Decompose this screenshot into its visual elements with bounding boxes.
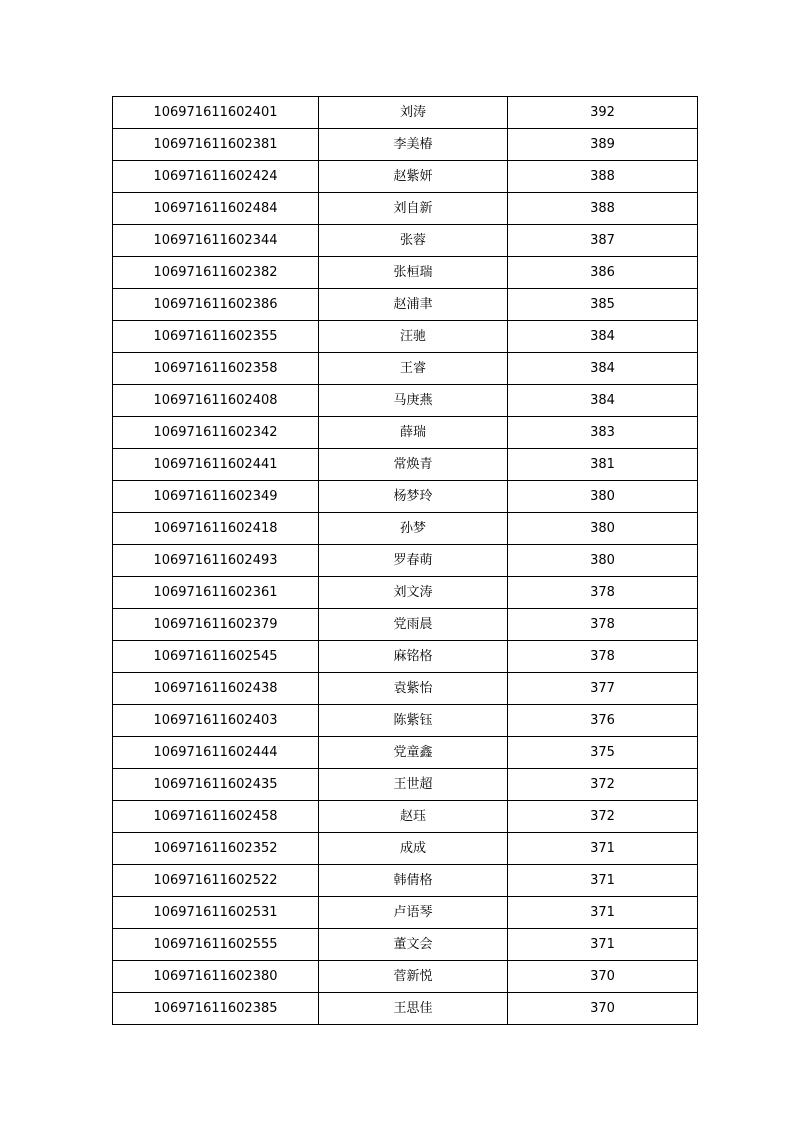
table-row — [113, 129, 698, 161]
candidate-id-cell: 106971611602385 — [113, 993, 319, 1025]
candidate-name-cell: 党雨晨 — [319, 609, 508, 641]
candidate-name-cell: 袁紫怡 — [319, 673, 508, 705]
candidate-name-cell: 刘自新 — [319, 193, 508, 225]
candidate-name-cell: 李美椿 — [319, 129, 508, 161]
candidate-score-cell: 387 — [508, 225, 698, 257]
candidate-id-cell: 106971611602438 — [113, 673, 319, 705]
table-row — [113, 609, 698, 641]
candidate-score-cell: 372 — [508, 801, 698, 833]
candidate-score-cell: 392 — [508, 97, 698, 129]
candidate-id-cell: 106971611602403 — [113, 705, 319, 737]
candidate-score-cell: 386 — [508, 257, 698, 289]
candidate-name-cell: 王世超 — [319, 769, 508, 801]
candidate-id-cell: 106971611602386 — [113, 289, 319, 321]
candidate-id-cell: 106971611602424 — [113, 161, 319, 193]
candidate-score-cell: 380 — [508, 513, 698, 545]
score-table — [112, 96, 698, 1025]
candidate-name-cell: 王思佳 — [319, 993, 508, 1025]
candidate-score-cell: 384 — [508, 385, 698, 417]
candidate-id-cell: 106971611602381 — [113, 129, 319, 161]
table-row — [113, 865, 698, 897]
table-row — [113, 449, 698, 481]
table-row — [113, 673, 698, 705]
candidate-score-cell: 378 — [508, 577, 698, 609]
candidate-id-cell: 106971611602441 — [113, 449, 319, 481]
candidate-id-cell: 106971611602379 — [113, 609, 319, 641]
table-row — [113, 929, 698, 961]
candidate-id-cell: 106971611602435 — [113, 769, 319, 801]
candidate-name-cell: 杨梦玲 — [319, 481, 508, 513]
candidate-id-cell: 106971611602352 — [113, 833, 319, 865]
table-row — [113, 897, 698, 929]
document-page — [112, 96, 698, 1025]
candidate-id-cell: 106971611602355 — [113, 321, 319, 353]
candidate-score-cell: 388 — [508, 193, 698, 225]
table-row — [113, 161, 698, 193]
candidate-id-cell: 106971611602401 — [113, 97, 319, 129]
candidate-name-cell: 刘涛 — [319, 97, 508, 129]
table-row — [113, 97, 698, 129]
candidate-id-cell: 106971611602545 — [113, 641, 319, 673]
table-row — [113, 513, 698, 545]
candidate-score-cell: 380 — [508, 545, 698, 577]
candidate-name-cell: 王睿 — [319, 353, 508, 385]
candidate-score-cell: 370 — [508, 961, 698, 993]
candidate-name-cell: 孙梦 — [319, 513, 508, 545]
table-row — [113, 257, 698, 289]
candidate-score-cell: 389 — [508, 129, 698, 161]
candidate-name-cell: 马庚燕 — [319, 385, 508, 417]
candidate-score-cell: 371 — [508, 833, 698, 865]
table-row — [113, 321, 698, 353]
candidate-name-cell: 赵珏 — [319, 801, 508, 833]
candidate-id-cell: 106971611602380 — [113, 961, 319, 993]
candidate-id-cell: 106971611602361 — [113, 577, 319, 609]
candidate-name-cell: 董文会 — [319, 929, 508, 961]
candidate-name-cell: 常焕青 — [319, 449, 508, 481]
candidate-name-cell: 卢语琴 — [319, 897, 508, 929]
candidate-id-cell: 106971611602382 — [113, 257, 319, 289]
candidate-id-cell: 106971611602484 — [113, 193, 319, 225]
candidate-name-cell: 张桓瑞 — [319, 257, 508, 289]
candidate-score-cell: 371 — [508, 897, 698, 929]
table-row — [113, 705, 698, 737]
candidate-name-cell: 成成 — [319, 833, 508, 865]
candidate-score-cell: 384 — [508, 353, 698, 385]
candidate-score-cell: 372 — [508, 769, 698, 801]
candidate-id-cell: 106971611602418 — [113, 513, 319, 545]
candidate-id-cell: 106971611602522 — [113, 865, 319, 897]
table-row — [113, 769, 698, 801]
candidate-name-cell: 张蓉 — [319, 225, 508, 257]
candidate-score-cell: 376 — [508, 705, 698, 737]
candidate-id-cell: 106971611602493 — [113, 545, 319, 577]
candidate-score-cell: 378 — [508, 609, 698, 641]
candidate-id-cell: 106971611602342 — [113, 417, 319, 449]
table-row — [113, 961, 698, 993]
table-row — [113, 225, 698, 257]
candidate-id-cell: 106971611602349 — [113, 481, 319, 513]
table-row — [113, 545, 698, 577]
candidate-id-cell: 106971611602555 — [113, 929, 319, 961]
candidate-id-cell: 106971611602344 — [113, 225, 319, 257]
candidate-id-cell: 106971611602408 — [113, 385, 319, 417]
table-row — [113, 833, 698, 865]
table-row — [113, 193, 698, 225]
candidate-name-cell: 陈紫钰 — [319, 705, 508, 737]
candidate-name-cell: 赵紫妍 — [319, 161, 508, 193]
candidate-id-cell: 106971611602531 — [113, 897, 319, 929]
candidate-score-cell: 383 — [508, 417, 698, 449]
candidate-id-cell: 106971611602358 — [113, 353, 319, 385]
score-table-body — [113, 97, 698, 1025]
table-row — [113, 417, 698, 449]
candidate-id-cell: 106971611602458 — [113, 801, 319, 833]
table-row — [113, 737, 698, 769]
candidate-score-cell: 388 — [508, 161, 698, 193]
candidate-name-cell: 菅新悦 — [319, 961, 508, 993]
candidate-id-cell: 106971611602444 — [113, 737, 319, 769]
candidate-score-cell: 371 — [508, 865, 698, 897]
candidate-name-cell: 刘文涛 — [319, 577, 508, 609]
candidate-name-cell: 罗春萌 — [319, 545, 508, 577]
candidate-score-cell: 375 — [508, 737, 698, 769]
table-row — [113, 385, 698, 417]
candidate-name-cell: 麻铭格 — [319, 641, 508, 673]
table-row — [113, 641, 698, 673]
table-row — [113, 353, 698, 385]
candidate-name-cell: 党童鑫 — [319, 737, 508, 769]
candidate-name-cell: 赵浦聿 — [319, 289, 508, 321]
candidate-score-cell: 371 — [508, 929, 698, 961]
candidate-score-cell: 378 — [508, 641, 698, 673]
table-row — [113, 801, 698, 833]
table-row — [113, 577, 698, 609]
candidate-name-cell: 薛瑞 — [319, 417, 508, 449]
table-row — [113, 993, 698, 1025]
candidate-score-cell: 380 — [508, 481, 698, 513]
candidate-name-cell: 韩倩格 — [319, 865, 508, 897]
candidate-name-cell: 汪驰 — [319, 321, 508, 353]
table-row — [113, 289, 698, 321]
candidate-score-cell: 377 — [508, 673, 698, 705]
table-row — [113, 481, 698, 513]
candidate-score-cell: 381 — [508, 449, 698, 481]
candidate-score-cell: 370 — [508, 993, 698, 1025]
candidate-score-cell: 384 — [508, 321, 698, 353]
candidate-score-cell: 385 — [508, 289, 698, 321]
